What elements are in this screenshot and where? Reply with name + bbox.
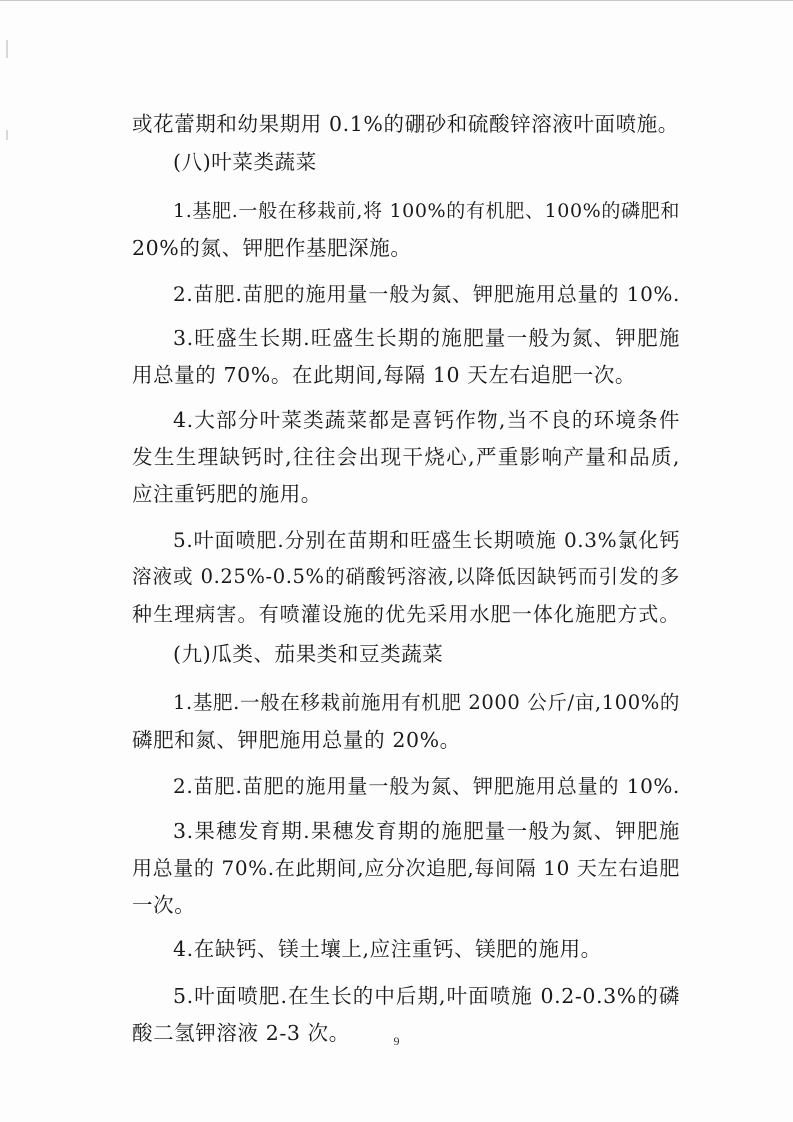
paragraph-line: 2.苗肥.苗肥的施用量一般为氮、钾肥施用总量的 10%.	[173, 774, 680, 798]
scan-artifact	[6, 40, 8, 58]
page-number: 9	[393, 1034, 400, 1048]
paragraph-line: 1.基肥.一般在移栽前施用有机肥 2000 公斤/亩,100%的	[173, 691, 680, 714]
paragraph-line: 3.旺盛生长期.旺盛生长期的施肥量一般为氮、钾肥施	[173, 326, 680, 350]
paragraph-line: 或花蕾期和幼果期用 0.1%的硼砂和硫酸锌溶液叶面喷施。	[132, 112, 679, 136]
paragraph-line: 酸二氢钾溶液 2-3 次。	[132, 1021, 350, 1045]
paragraph-line: 3.果穗发育期.果穗发育期的施肥量一般为氮、钾肥施	[173, 819, 680, 843]
paragraph-line: 应注重钙肥的施用。	[132, 482, 322, 506]
paragraph-line: 一次。	[132, 893, 196, 917]
paragraph-line: 磷肥和氮、钾肥施用总量的 20%。	[132, 728, 461, 752]
paragraph-line: 5.叶面喷肥.分别在苗期和旺盛生长期喷施 0.3%氯化钙	[173, 528, 680, 552]
paragraph-line: 2.苗肥.苗肥的施用量一般为氮、钾肥施用总量的 10%.	[173, 282, 680, 306]
paragraph-line: 用总量的 70%.在此期间,应分次追肥,每间隔 10 天左右追肥	[132, 856, 680, 880]
page-top-edge	[0, 0, 793, 7]
paragraph-line: 4.在缺钙、镁土壤上,应注重钙、镁肥的施用。	[173, 937, 602, 961]
section-heading: (九)瓜类、茄果类和豆类蔬菜	[173, 642, 444, 666]
paragraph-line: 发生生理缺钙时,往往会出现干烧心,严重影响产量和品质,	[132, 445, 680, 469]
paragraph-line: 溶液或 0.25%-0.5%的硝酸钙溶液,以降低因缺钙而引发的多	[132, 565, 680, 588]
paragraph-line: 5.叶面喷肥.在生长的中后期,叶面喷施 0.2-0.3%的磷	[173, 984, 680, 1008]
section-heading: (八)叶菜类蔬菜	[173, 150, 317, 174]
paragraph-line: 20%的氮、钾肥作基肥深施。	[132, 236, 412, 260]
paragraph-line: 4.大部分叶菜类蔬菜都是喜钙作物,当不良的环境条件	[173, 408, 680, 432]
scan-artifact	[6, 130, 8, 140]
paragraph-line: 1.基肥.一般在移栽前,将 100%的有机肥、100%的磷肥和	[173, 200, 680, 222]
paragraph-line: 用总量的 70%。在此期间,每隔 10 天左右追肥一次。	[132, 363, 637, 387]
paragraph-line: 种生理病害。有喷灌设施的优先采用水肥一体化施肥方式。	[132, 602, 680, 626]
